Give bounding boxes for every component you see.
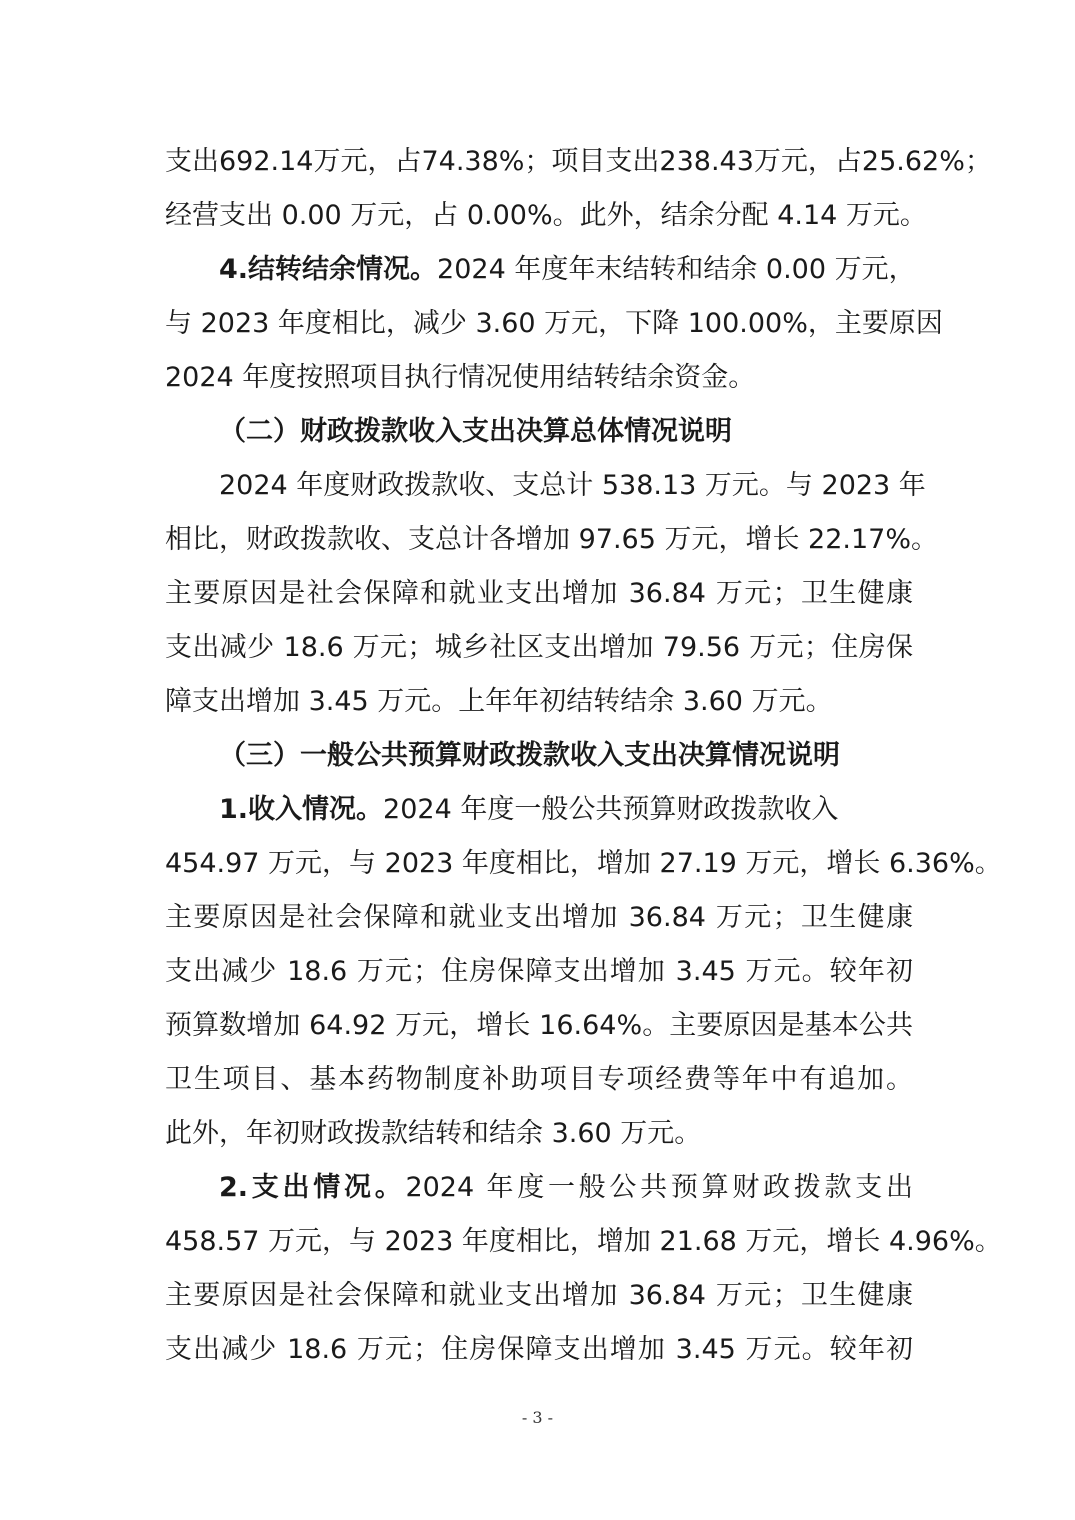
text-line: 支出692.14万元，占74.38%；项目支出238.43万元，占25.62%； — [165, 146, 992, 177]
paragraph-income — [219, 790, 913, 830]
text-line: 卫生项目、基本药物制度补助项目专项经费等年中有追加。 — [165, 1064, 913, 1095]
text-line: 支出减少 18.6 万元；住房保障支出增加 3.45 万元。较年初 — [165, 956, 913, 987]
text-line: 主要原因是社会保障和就业支出增加 36.84 万元；卫生健康 — [165, 902, 913, 933]
section-heading: （二）财政拨款收入支出决算总体情况说明 — [219, 416, 732, 447]
paragraph-lead: 1.收入情况。 — [219, 794, 384, 825]
text-line: 预算数增加 64.92 万元，增长 16.64%。主要原因是基本公共 — [165, 1010, 913, 1041]
text-line: 2024 年度一般公共预算财政拨款支出 — [405, 1172, 914, 1203]
text-line: 支出减少 18.6 万元；城乡社区支出增加 79.56 万元；住房保 — [165, 632, 913, 663]
text-line: 主要原因是社会保障和就业支出增加 36.84 万元；卫生健康 — [165, 1280, 913, 1311]
text-line: 支出减少 18.6 万元；住房保障支出增加 3.45 万元。较年初 — [165, 1334, 913, 1365]
text-line: 2024 年度一般公共预算财政拨款收入 — [383, 794, 839, 825]
section-heading: （三）一般公共预算财政拨款收入支出决算情况说明 — [219, 740, 840, 771]
text-line: 454.97 万元，与 2023 年度相比，增加 27.19 万元，增长 6.36%。 — [165, 848, 1002, 879]
paragraph-carryover-surplus — [219, 250, 916, 290]
text-line: 经营支出 0.00 万元，占 0.00%。此外，结余分配 4.14 万元。 — [165, 200, 927, 231]
text-line: 主要原因是社会保障和就业支出增加 36.84 万元；卫生健康 — [165, 578, 913, 609]
text-line: 2024 年度年末结转和结余 0.00 万元， — [437, 254, 916, 285]
text-line: 相比，财政拨款收、支总计各增加 97.65 万元，增长 22.17%。 — [165, 524, 938, 555]
paragraph-lead: 2.支出情况。 — [219, 1172, 406, 1203]
text-line: 2024 年度按照项目执行情况使用结转结余资金。 — [165, 362, 756, 393]
text-line: 458.57 万元，与 2023 年度相比，增加 21.68 万元，增长 4.96%。 — [165, 1226, 1002, 1257]
text-line: 2024 年度财政拨款收、支总计 538.13 万元。与 2023 年 — [219, 470, 926, 501]
text-line: 此外，年初财政拨款结转和结余 3.60 万元。 — [165, 1118, 702, 1149]
page-number: - 3 - — [521, 1408, 554, 1427]
paragraph-expenditure — [219, 1168, 913, 1208]
text-line: 与 2023 年度相比，减少 3.60 万元，下降 100.00%，主要原因 — [165, 308, 943, 339]
text-line: 障支出增加 3.45 万元。上年年初结转结余 3.60 万元。 — [165, 686, 833, 717]
paragraph-lead: 4.结转结余情况。 — [219, 254, 438, 285]
